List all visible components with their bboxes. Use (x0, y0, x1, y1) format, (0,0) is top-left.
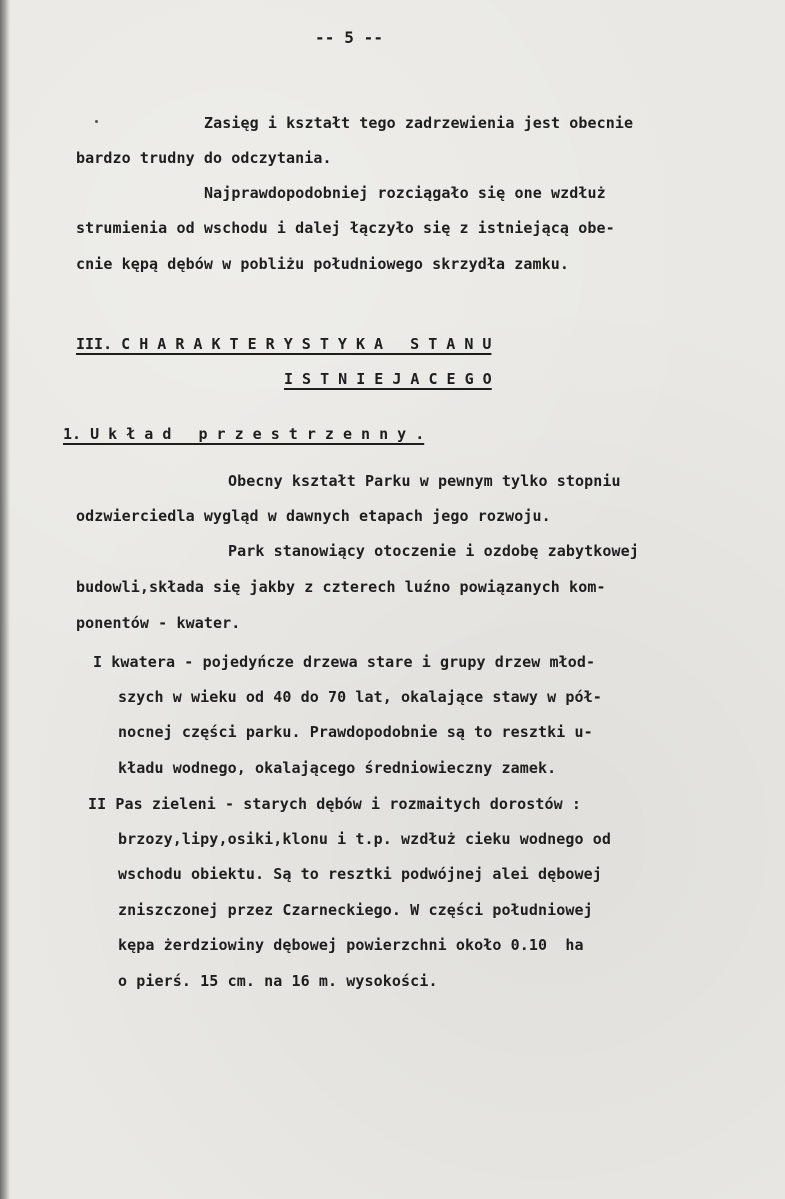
paragraph2-line2: strumienia od wschodu i dalej łączyło się z istniejącą obe- (76, 219, 615, 237)
item1-line2: szych w wieku od 40 do 70 lat, okalające stawy w pół- (118, 688, 602, 706)
item1-line3: nocnej części parku. Prawdopodobnie są to resztki u- (118, 723, 593, 741)
page-number: -- 5 -- (315, 28, 384, 47)
item2-line1: II Pas zieleni - starych dębów i rozmaitych dorostów : (88, 795, 582, 813)
paragraph1-line1: Zasięg i kształt tego zadrzewienia jest obecnie (204, 114, 634, 132)
item1-line4: kładu wodnego, okalającego średniowieczny zamek. (118, 759, 557, 777)
item1-line1: I kwatera - pojedyńcze drzewa stare i grupy drzew młod- (93, 653, 596, 671)
paragraph2-line1: Najprawdopodobniej rozciągało się one wzdłuż (204, 184, 606, 202)
paragraph1-line2: bardzo trudny do odczytania. (76, 149, 332, 167)
item2-line6: o pierś. 15 cm. na 16 m. wysokości. (118, 972, 438, 990)
section-heading-line1: III. C H A R A K T E R Y S T Y K A S T A N U (76, 335, 492, 353)
paragraph4-line3: ponentów - kwater. (76, 614, 241, 632)
paragraph3-line2: odzwierciedla wygląd w dawnych etapach jego rozwoju. (76, 507, 551, 525)
subsection-heading: 1. U k ł a d p r z e s t r z e n n y . (63, 425, 425, 443)
item2-line3: wschodu obiektu. Są to resztki podwójnej alei dębowej (118, 865, 602, 883)
item2-line2: brzozy,lipy,osiki,klonu i t.p. wzdłuż cieku wodnego od (118, 830, 612, 848)
scan-speck (95, 120, 98, 123)
paragraph3-line1: Obecny kształt Parku w pewnym tylko stopniu (228, 472, 621, 490)
scan-left-edge (0, 0, 10, 1199)
paragraph4-line1: Park stanowiący otoczenie i ozdobę zabytkowej (228, 542, 639, 560)
paragraph4-line2: budowli,składa się jakby z czterech luźno powiązanych kom- (76, 578, 606, 596)
item2-line5: kępa żerdziowiny dębowej powierzchni około 0.10 ha (118, 936, 584, 954)
paragraph2-line3: cnie kępą dębów w pobliżu południowego skrzydła zamku. (76, 255, 570, 273)
item2-line4: zniszczonej przez Czarneckiego. W części południowej (118, 901, 593, 919)
section-heading-line2: I S T N I E J A C E G O (284, 370, 492, 388)
